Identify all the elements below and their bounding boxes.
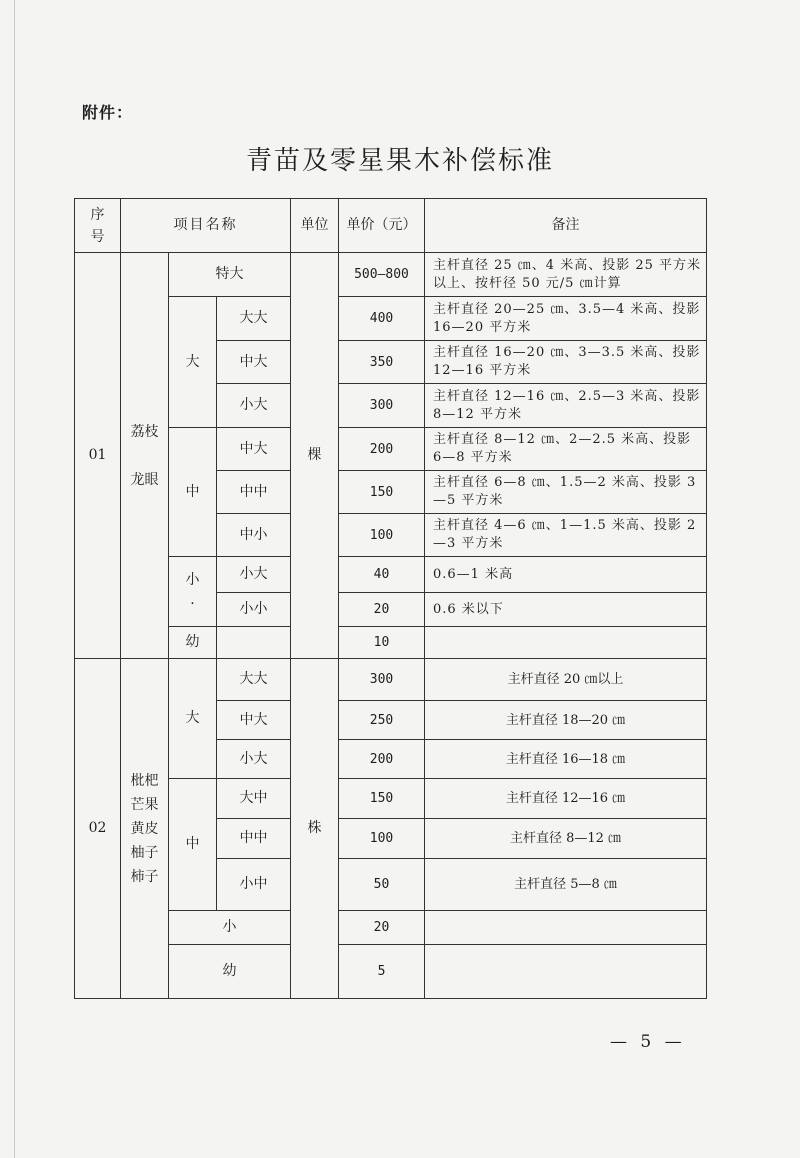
group2-names: 枇杷 芒果 黄皮 柚子 柿子: [121, 659, 169, 999]
table-row: [75, 428, 707, 471]
subcategory-cell: 中中: [217, 819, 291, 859]
remark-cell: 0.6—1 米高: [425, 557, 707, 593]
price-cell: 300: [339, 659, 425, 701]
category-seedling: 幼: [169, 627, 217, 659]
price-cell: 400: [339, 297, 425, 341]
category-big: 大: [169, 297, 217, 428]
price-cell: 10: [339, 627, 425, 659]
page-number: — 5 —: [610, 1032, 686, 1052]
remark-cell: 主杆直径 4—6 ㎝、1—1.5 米高、投影 2—3 平方米: [425, 514, 707, 557]
remark-cell: 主杆直径 6—8 ㎝、1.5—2 米高、投影 3—5 平方米: [425, 471, 707, 514]
price-cell: 250: [339, 701, 425, 740]
subcategory-cell: 大大: [217, 659, 291, 701]
remark-cell: 主杆直径 12—16 ㎝、2.5—3 米高、投影 8—12 平方米: [425, 384, 707, 428]
subcategory-cell: 中大: [217, 428, 291, 471]
price-cell: 350: [339, 341, 425, 384]
price-cell: 500—800: [339, 253, 425, 297]
subcategory-cell: 小小: [217, 593, 291, 627]
subcategory-cell: 小大: [217, 557, 291, 593]
header-seq: 序 号: [75, 199, 121, 253]
header-unit: 单位: [291, 199, 339, 253]
category-medium: 中: [169, 779, 217, 911]
table-row: [75, 911, 707, 945]
remark-cell: [425, 945, 707, 999]
remark-cell: 主杆直径 8—12 ㎝: [425, 819, 707, 859]
table-row: [75, 627, 707, 659]
price-cell: 50: [339, 859, 425, 911]
remark-cell: 主杆直径 18—20 ㎝: [425, 701, 707, 740]
page-title: 青苗及零星果木补偿标准: [245, 146, 554, 176]
price-cell: 20: [339, 593, 425, 627]
group2-unit: 株: [291, 659, 339, 999]
price-cell: 100: [339, 819, 425, 859]
category-small: 小: [169, 911, 291, 945]
category-small: 小 ·: [169, 557, 217, 627]
table-header-row: [75, 199, 707, 253]
group1-unit: 棵: [291, 253, 339, 659]
category-seedling: 幼: [169, 945, 291, 999]
category-big: 大: [169, 659, 217, 779]
subcategory-cell: 小大: [217, 740, 291, 779]
subcategory-cell: 中小: [217, 514, 291, 557]
remark-cell: [425, 627, 707, 659]
remark-cell: [425, 911, 707, 945]
table-row: [75, 779, 707, 819]
remark-cell: 主杆直径 8—12 ㎝、2—2.5 米高、投影 6—8 平方米: [425, 428, 707, 471]
attachment-label: 附件：: [82, 103, 134, 122]
group2-seq: 02: [75, 659, 121, 999]
price-cell: 150: [339, 779, 425, 819]
group1-names: 荔枝 龙眼: [121, 253, 169, 659]
subcategory-cell: 中大: [217, 701, 291, 740]
remark-cell: 主杆直径 16—20 ㎝、3—3.5 米高、投影 12—16 平方米: [425, 341, 707, 384]
price-cell: 200: [339, 740, 425, 779]
remark-cell: 主杆直径 16—18 ㎝: [425, 740, 707, 779]
header-price: 单价（元）: [339, 199, 425, 253]
table-row: [75, 659, 707, 701]
category-medium: 中: [169, 428, 217, 557]
price-cell: 200: [339, 428, 425, 471]
subcategory-cell: 中大: [217, 341, 291, 384]
header-remark: 备注: [425, 199, 707, 253]
subcategory-empty: [217, 627, 291, 659]
table-row: [75, 945, 707, 999]
remark-cell: 主杆直径 25 ㎝、4 米高、投影 25 平方米以上、按杆径 50 元/5 ㎝计算: [425, 253, 707, 297]
subcategory-cell: 小中: [217, 859, 291, 911]
price-cell: 300: [339, 384, 425, 428]
price-cell: 5: [339, 945, 425, 999]
price-cell: 40: [339, 557, 425, 593]
remark-cell: 主杆直径 20—25 ㎝、3.5—4 米高、投影 16—20 平方米: [425, 297, 707, 341]
remark-cell: 主杆直径 12—16 ㎝: [425, 779, 707, 819]
table-row: [75, 253, 707, 297]
table-row: [75, 557, 707, 593]
subcategory-cell: 大中: [217, 779, 291, 819]
subcategory-cell: 小大: [217, 384, 291, 428]
remark-cell: 0.6 米以下: [425, 593, 707, 627]
price-cell: 20: [339, 911, 425, 945]
price-cell: 150: [339, 471, 425, 514]
subcategory-cell: 中中: [217, 471, 291, 514]
category-extra-large: 特大: [169, 253, 291, 297]
remark-cell: 主杆直径 20 ㎝以上: [425, 659, 707, 701]
compensation-table: [74, 198, 707, 999]
table-row: [75, 297, 707, 341]
remark-cell: 主杆直径 5—8 ㎝: [425, 859, 707, 911]
price-cell: 100: [339, 514, 425, 557]
header-item-name: 项目名称: [121, 199, 291, 253]
subcategory-cell: 大大: [217, 297, 291, 341]
group1-seq: 01: [75, 253, 121, 659]
